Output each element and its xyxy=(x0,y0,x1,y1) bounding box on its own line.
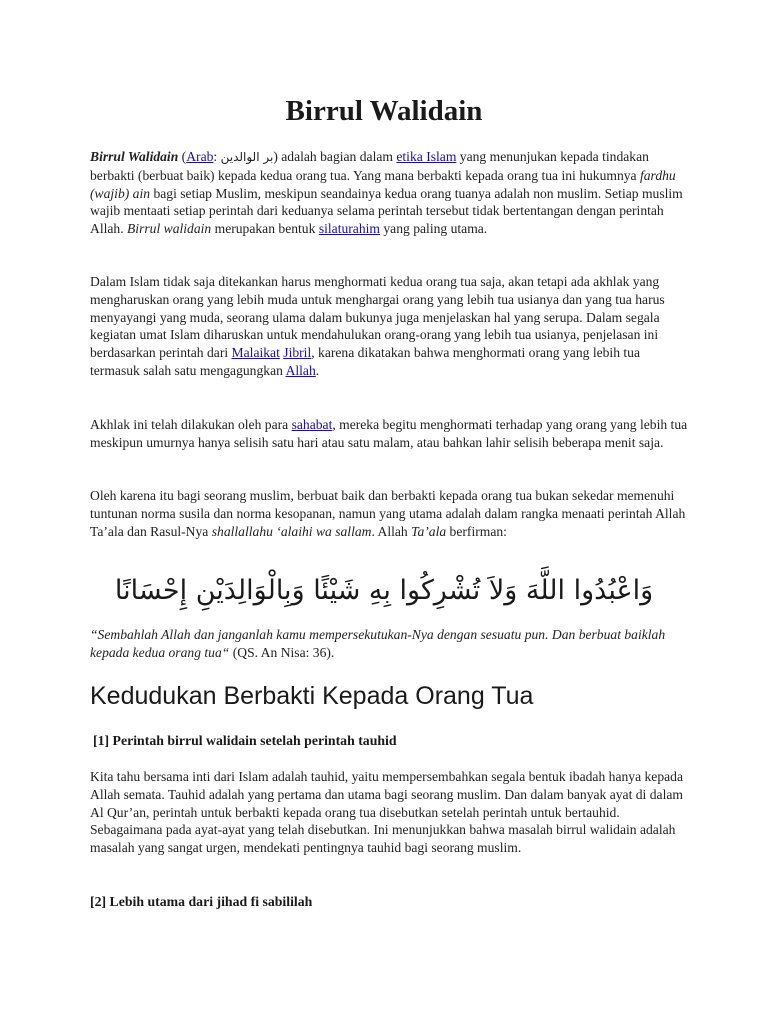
paragraph-akhlak-orang-tua: Dalam Islam tidak saja ditekankan harus menghormati kedua orang tua saja, akan tetapi ada akhlak yang mengharuskan orang yang lebih muda untuk menghargai orang yang lebih tua usianya dan yang tua harus menyayangi yang muda, seorang ulama dalam bukunya juga menjelaskan hal yang serupa. Dalam segala kegiatan umat Islam diharuskan untuk mendahulukan orang-orang yang lebih tua usianya, penjelasan ini berdasarkan perintah dari Malaikat Jibril, karena dikatakan bahwa menghormati orang yang lebih tua termasuk salah satu mengagungkan Allah. xyxy=(90,274,665,378)
quran-verse-arabic: وَاعْبُدُوا اللَّهَ وَلاَ تُشْرِكُوا بِهِ شَيْئًا وَبِالْوَالِدَيْنِ إِحْسَانًا xyxy=(114,575,654,606)
link-jibril[interactable]: Jibril xyxy=(283,345,312,361)
paragraph-tauhid: Kita tahu bersama inti dari Islam adalah tauhid, yaitu mempersembahkan segala bentuk ibadah hanya kepada Allah semata. Tauhid adalah yang pertama dan utama bagi seorang muslim. Dan dalam banyak ayat di dalam Al Qur’an, perintah untuk berbakti kepada orang tua disebutkan setelah perintah untuk bertauhid. Sebagaimana pada ayat-ayat yang telah disebutkan. Ini menunjukkan bahwa masalah birrul walidain adalah masalah yang sangat urgen, mendekati pentingnya tauhid bagi seorang muslim. xyxy=(90,769,684,856)
translation-quote: “Sembahlah Allah dan janganlah kamu mempersekutukan-Nya dengan sesuatu pun. Dan berbuat baiklah kepada kedua orang tua“ xyxy=(90,627,666,660)
link-allah[interactable]: Allah xyxy=(285,362,316,378)
section-heading: Kedudukan Berbakti Kepada Orang Tua xyxy=(90,682,534,710)
verse-reference: (QS. An Nisa: 36). xyxy=(229,644,335,660)
paragraph-sahabat: Akhlak ini telah dilakukan oleh para sahabat, mereka begitu menghormati terhadap yang orang yang lebih tua meskipun umurnya hanya selisih satu hari atau satu malam, atau bahkan lahir selisih beberapa menit saja. xyxy=(90,417,688,450)
subheading-2: [2] Lebih utama dari jihad fi sabililah xyxy=(90,894,313,909)
subheading-1: [1] Perintah birrul walidain setelah perintah tauhid xyxy=(93,733,397,748)
link-malaikat[interactable]: Malaikat xyxy=(231,345,280,361)
intro-paragraph: Birrul Walidain (Arab: بر الوالدين) adalah bagian dalam etika Islam yang menunjukan kepada tindakan berbakti (berbuat baik) kepada kedua orang tua. Yang mana berbakti kepada orang tua ini hukumnya fardhu (wajib) ain bagi setiap Muslim, meskipun seandainya kedua orang tuanya adalah non muslim. Setiap muslim wajib mentaati setiap perintah dari keduanya selama perintah tersebut tidak bertentangan dengan perintah Allah. Birrul walidain merupakan bentuk silaturahim yang paling utama. xyxy=(90,149,683,237)
verse-translation xyxy=(90,626,690,662)
link-sahabat[interactable]: sahabat xyxy=(291,417,333,432)
link-etika-islam[interactable]: etika Islam xyxy=(396,149,457,164)
arabic-term: بر الوالدين xyxy=(220,150,274,164)
link-silaturahim[interactable]: silaturahim xyxy=(318,221,380,237)
paragraph-perintah-allah: Oleh karena itu bagi seorang muslim, berbuat baik dan berbakti kepada orang tua bukan sekedar memenuhi tuntunan norma susila dan norma kesopanan, namun yang utama adalah dalam rangka menaati perintah Allah Ta’ala dan Rasul-Nya shallallahu ‘alaihi wa sallam. Allah Ta’ala berfirman: xyxy=(90,488,686,539)
link-arab[interactable]: Arab xyxy=(186,149,214,164)
term-birrul-walidain: Birrul Walidain xyxy=(90,149,179,164)
page-title: Birrul Walidain xyxy=(285,95,483,127)
